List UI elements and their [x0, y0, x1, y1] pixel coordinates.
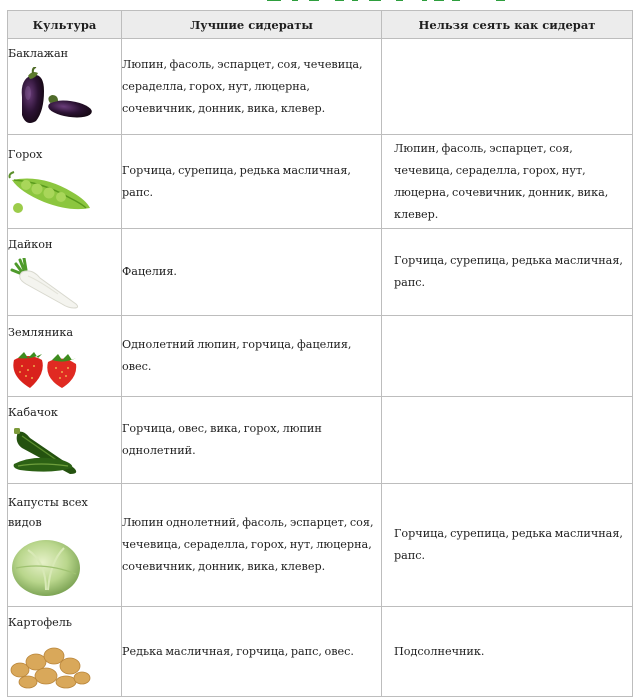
header-best-green-manure: Лучшие сидераты — [122, 11, 382, 39]
crop-name: Горох — [8, 148, 43, 161]
crop-cell — [8, 135, 122, 229]
strawberry-image — [8, 346, 94, 390]
best-green-manure-text: Горчица, овес, вика, горох, люпин однолетний. — [122, 422, 322, 457]
header-crop: Культура — [8, 11, 122, 39]
not-green-manure-cell — [382, 135, 633, 229]
crop-name: Капусты всех видов — [8, 495, 88, 529]
not-green-manure-text: Горчица, сурепица, редька масличная, рапс. — [394, 254, 623, 289]
cabbage-image — [8, 536, 94, 598]
crop-cell — [8, 316, 122, 397]
table-row — [8, 229, 633, 316]
best-green-manure-text: Люпин однолетний, фасоль, эспарцет, соя, чечевица, сераделла, горох, нут, люцерна, сочевичник, донник, вика, клевер. — [122, 516, 374, 573]
not-green-manure-cell — [382, 397, 633, 484]
best-green-manure-text: Люпин, фасоль, эспарцет, соя, чечевица, сераделла, горох, нут, люцерна, сочевичник, донник, вика, клевер. — [122, 57, 363, 115]
cut-off-heading — [0, 0, 637, 4]
best-green-manure-text: Редька масличная, горчица, рапс, овес. — [122, 644, 354, 658]
green-manure-table — [7, 10, 633, 697]
table-row — [8, 397, 633, 484]
not-green-manure-cell — [382, 484, 633, 607]
best-green-manure-cell — [122, 135, 382, 229]
not-green-manure-text: Горчица, сурепица, редька масличная, рапс. — [394, 527, 623, 562]
best-green-manure-cell — [122, 607, 382, 697]
crop-cell — [8, 607, 122, 697]
best-green-manure-cell — [122, 316, 382, 397]
table-row — [8, 39, 633, 135]
potato-image — [8, 636, 94, 690]
best-green-manure-cell — [122, 39, 382, 135]
not-green-manure-cell — [382, 229, 633, 316]
table-row — [8, 607, 633, 697]
best-green-manure-text: Однолетний люпин, горчица, фацелия, овес. — [122, 338, 352, 373]
table-row — [8, 135, 633, 229]
best-green-manure-cell — [122, 229, 382, 316]
crop-name: Картофель — [8, 616, 72, 629]
pea-pod-image — [8, 168, 94, 218]
table-row — [8, 484, 633, 607]
crop-cell — [8, 229, 122, 316]
not-green-manure-text: Подсолнечник. — [394, 644, 485, 658]
best-green-manure-cell — [122, 397, 382, 484]
header-not-as-green-manure: Нельзя сеять как сидерат — [382, 11, 633, 39]
crop-name: Дайкон — [8, 237, 53, 251]
zucchini-image — [8, 426, 94, 478]
table-row — [8, 316, 633, 397]
not-green-manure-text: Люпин, фасоль, эспарцет, соя, чечевица, сераделла, горох, нут, люцерна, сочевичник, донник, вика, клевер. — [394, 141, 609, 221]
crop-cell — [8, 484, 122, 607]
not-green-manure-cell — [382, 39, 633, 135]
crop-cell — [8, 39, 122, 135]
crop-name: Земляника — [8, 325, 74, 339]
best-green-manure-cell — [122, 484, 382, 607]
table-header-row — [8, 11, 633, 39]
daikon-image — [8, 258, 94, 310]
not-green-manure-cell — [382, 607, 633, 697]
crop-name: Баклажан — [8, 47, 69, 60]
best-green-manure-text: Фацелия. — [122, 265, 177, 278]
crop-name: Кабачок — [8, 405, 58, 419]
eggplant-image — [8, 67, 94, 129]
best-green-manure-text: Горчица, сурепица, редька масличная, рапс. — [122, 163, 351, 199]
crop-cell — [8, 397, 122, 484]
not-green-manure-cell — [382, 316, 633, 397]
